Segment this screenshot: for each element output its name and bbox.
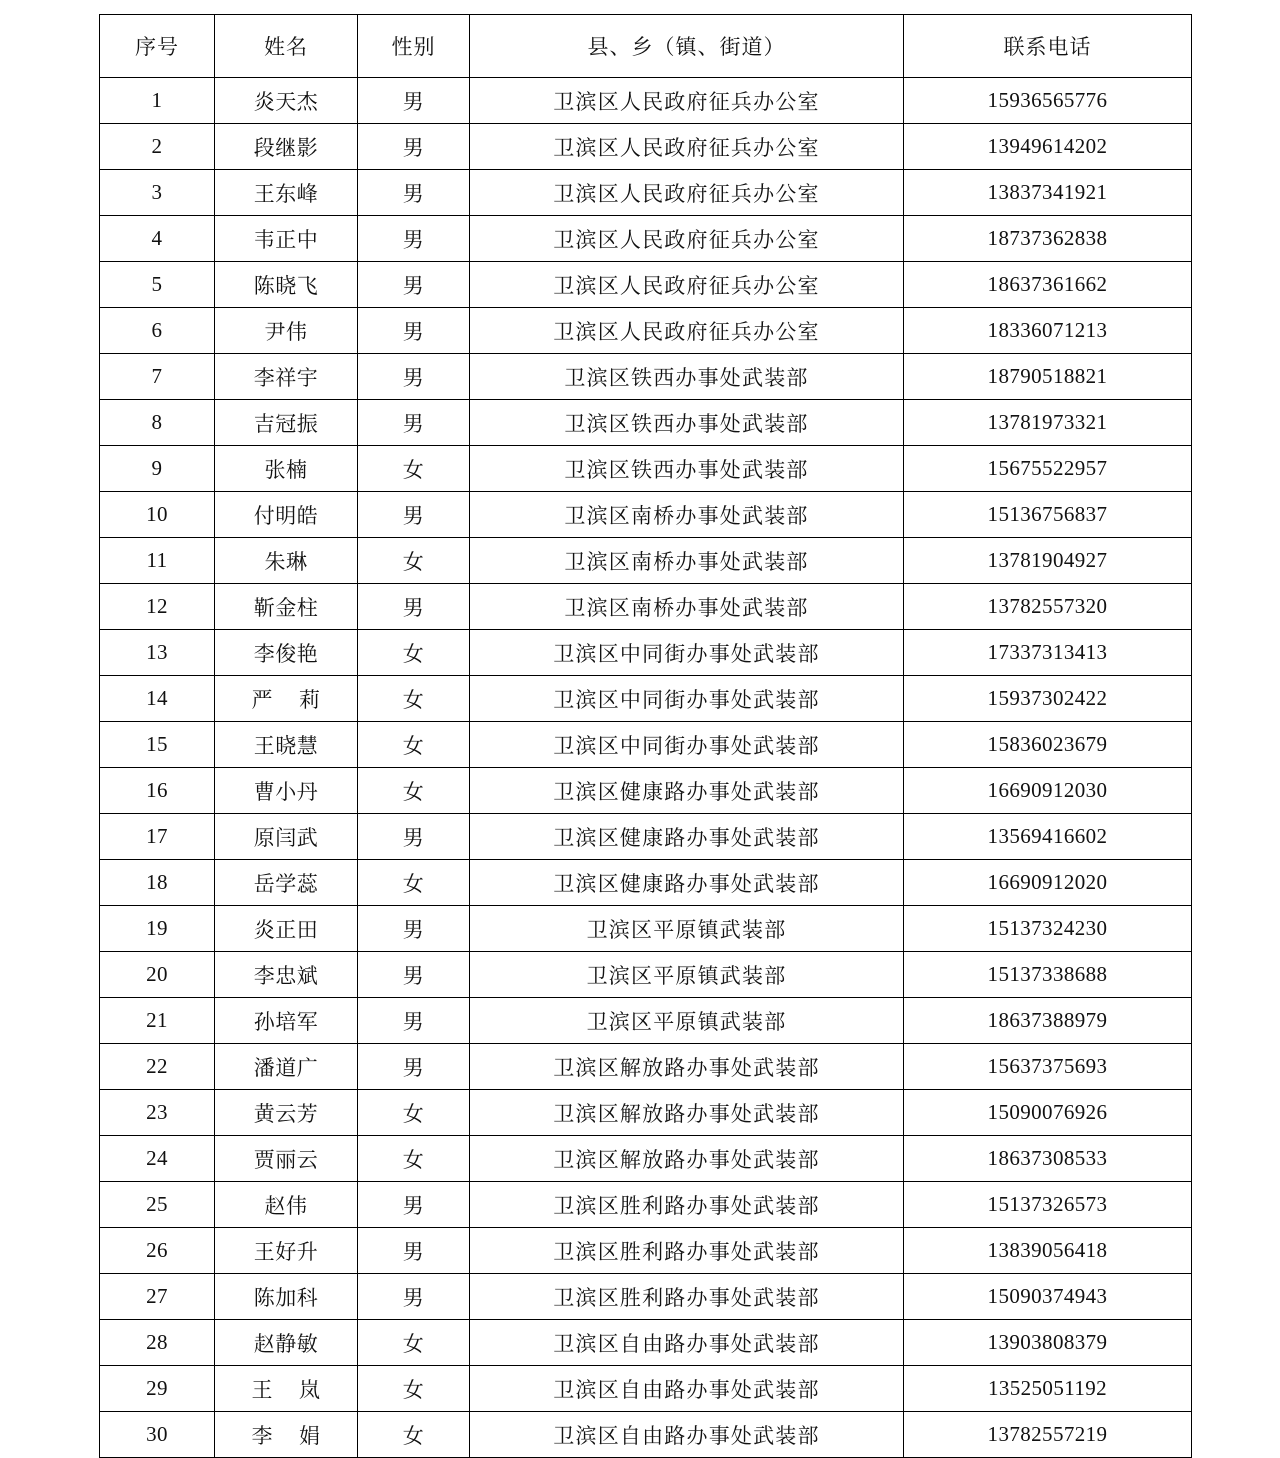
row-cell-phone: 15137326573: [904, 1182, 1192, 1228]
row-cell-seq: 11: [100, 538, 215, 584]
row-cell-org: 卫滨区健康路办事处武装部: [470, 768, 904, 814]
row-cell-name: 贾丽云: [215, 1136, 358, 1182]
column-header-name: 姓名: [215, 15, 358, 78]
row-cell-org: 卫滨区铁西办事处武装部: [470, 354, 904, 400]
table-row: [100, 676, 1192, 722]
row-cell-seq: 4: [100, 216, 215, 262]
row-cell-org: 卫滨区平原镇武装部: [470, 998, 904, 1044]
row-cell-phone: 13949614202: [904, 124, 1192, 170]
row-cell-name: 王 岚: [215, 1366, 358, 1412]
row-cell-seq: 24: [100, 1136, 215, 1182]
row-cell-org: 卫滨区中同街办事处武装部: [470, 676, 904, 722]
row-cell-phone: 13839056418: [904, 1228, 1192, 1274]
row-cell-phone: 15836023679: [904, 722, 1192, 768]
row-cell-sex: 男: [358, 998, 470, 1044]
row-cell-sex: 女: [358, 446, 470, 492]
row-cell-seq: 9: [100, 446, 215, 492]
row-cell-seq: 29: [100, 1366, 215, 1412]
row-cell-seq: 13: [100, 630, 215, 676]
row-cell-sex: 男: [358, 814, 470, 860]
table-row: [100, 308, 1192, 354]
row-cell-sex: 女: [358, 1090, 470, 1136]
row-cell-phone: 13837341921: [904, 170, 1192, 216]
row-cell-sex: 男: [358, 1228, 470, 1274]
row-cell-sex: 男: [358, 400, 470, 446]
row-cell-org: 卫滨区平原镇武装部: [470, 906, 904, 952]
row-cell-name: 朱琳: [215, 538, 358, 584]
row-cell-sex: 男: [358, 906, 470, 952]
row-cell-org: 卫滨区中同街办事处武装部: [470, 722, 904, 768]
row-cell-org: 卫滨区人民政府征兵办公室: [470, 262, 904, 308]
row-cell-seq: 10: [100, 492, 215, 538]
row-cell-phone: 13781904927: [904, 538, 1192, 584]
column-header-org: 县、乡（镇、街道）: [470, 15, 904, 78]
row-cell-sex: 女: [358, 538, 470, 584]
row-cell-name: 孙培军: [215, 998, 358, 1044]
row-cell-phone: 13525051192: [904, 1366, 1192, 1412]
table-row: [100, 814, 1192, 860]
row-cell-phone: 15937302422: [904, 676, 1192, 722]
row-cell-org: 卫滨区铁西办事处武装部: [470, 446, 904, 492]
row-cell-seq: 6: [100, 308, 215, 354]
row-cell-sex: 女: [358, 1366, 470, 1412]
row-cell-phone: 13782557320: [904, 584, 1192, 630]
row-cell-org: 卫滨区南桥办事处武装部: [470, 584, 904, 630]
row-cell-name: 李 娟: [215, 1412, 358, 1458]
row-cell-name: 曹小丹: [215, 768, 358, 814]
table-row: [100, 78, 1192, 124]
table-row: [100, 1090, 1192, 1136]
row-cell-seq: 16: [100, 768, 215, 814]
table-row: [100, 998, 1192, 1044]
row-cell-phone: 18336071213: [904, 308, 1192, 354]
row-cell-sex: 女: [358, 1412, 470, 1458]
table-row: [100, 1044, 1192, 1090]
row-cell-sex: 男: [358, 1182, 470, 1228]
row-cell-phone: 15136756837: [904, 492, 1192, 538]
row-cell-name: 王好升: [215, 1228, 358, 1274]
row-cell-sex: 女: [358, 630, 470, 676]
row-cell-sex: 男: [358, 952, 470, 998]
table-row: [100, 860, 1192, 906]
table-row: [100, 492, 1192, 538]
row-cell-seq: 14: [100, 676, 215, 722]
row-cell-name: 韦正中: [215, 216, 358, 262]
row-cell-org: 卫滨区胜利路办事处武装部: [470, 1182, 904, 1228]
row-cell-org: 卫滨区中同街办事处武装部: [470, 630, 904, 676]
row-cell-name: 炎天杰: [215, 78, 358, 124]
row-cell-seq: 28: [100, 1320, 215, 1366]
row-cell-seq: 17: [100, 814, 215, 860]
column-header-sex: 性别: [358, 15, 470, 78]
row-cell-org: 卫滨区人民政府征兵办公室: [470, 78, 904, 124]
row-cell-seq: 25: [100, 1182, 215, 1228]
table-row: [100, 584, 1192, 630]
row-cell-org: 卫滨区胜利路办事处武装部: [470, 1228, 904, 1274]
table-row: [100, 262, 1192, 308]
row-cell-phone: 13781973321: [904, 400, 1192, 446]
table-row: [100, 952, 1192, 998]
table-body: [100, 78, 1192, 1458]
roster-table-container: [99, 14, 1191, 1458]
row-cell-org: 卫滨区解放路办事处武装部: [470, 1090, 904, 1136]
row-cell-sex: 女: [358, 860, 470, 906]
table-row: [100, 1228, 1192, 1274]
row-cell-phone: 15090076926: [904, 1090, 1192, 1136]
row-cell-org: 卫滨区自由路办事处武装部: [470, 1366, 904, 1412]
table-row: [100, 1320, 1192, 1366]
row-cell-sex: 男: [358, 78, 470, 124]
column-header-seq: 序号: [100, 15, 215, 78]
row-cell-name: 李俊艳: [215, 630, 358, 676]
row-cell-seq: 30: [100, 1412, 215, 1458]
row-cell-seq: 8: [100, 400, 215, 446]
column-header-phone: 联系电话: [904, 15, 1192, 78]
row-cell-phone: 16690912030: [904, 768, 1192, 814]
row-cell-sex: 男: [358, 262, 470, 308]
row-cell-seq: 12: [100, 584, 215, 630]
table-row: [100, 1136, 1192, 1182]
table-header-row: [100, 15, 1192, 78]
row-cell-phone: 15936565776: [904, 78, 1192, 124]
row-cell-seq: 22: [100, 1044, 215, 1090]
row-cell-phone: 16690912020: [904, 860, 1192, 906]
row-cell-seq: 27: [100, 1274, 215, 1320]
row-cell-org: 卫滨区解放路办事处武装部: [470, 1044, 904, 1090]
row-cell-sex: 男: [358, 1044, 470, 1090]
row-cell-phone: 15137338688: [904, 952, 1192, 998]
row-cell-sex: 男: [358, 308, 470, 354]
row-cell-sex: 女: [358, 768, 470, 814]
row-cell-sex: 男: [358, 584, 470, 630]
row-cell-sex: 男: [358, 124, 470, 170]
table-row: [100, 906, 1192, 952]
row-cell-name: 原闫武: [215, 814, 358, 860]
row-cell-seq: 3: [100, 170, 215, 216]
row-cell-sex: 女: [358, 676, 470, 722]
row-cell-name: 付明皓: [215, 492, 358, 538]
row-cell-sex: 男: [358, 1274, 470, 1320]
table-row: [100, 400, 1192, 446]
row-cell-sex: 男: [358, 216, 470, 262]
roster-table: [99, 14, 1192, 1458]
table-header: [100, 15, 1192, 78]
row-cell-name: 吉冠振: [215, 400, 358, 446]
row-cell-seq: 18: [100, 860, 215, 906]
row-cell-org: 卫滨区人民政府征兵办公室: [470, 170, 904, 216]
row-cell-seq: 7: [100, 354, 215, 400]
table-row: [100, 354, 1192, 400]
table-row: [100, 1182, 1192, 1228]
row-cell-org: 卫滨区人民政府征兵办公室: [470, 308, 904, 354]
row-cell-org: 卫滨区自由路办事处武装部: [470, 1320, 904, 1366]
row-cell-org: 卫滨区解放路办事处武装部: [470, 1136, 904, 1182]
row-cell-org: 卫滨区南桥办事处武装部: [470, 538, 904, 584]
table-row: [100, 722, 1192, 768]
row-cell-name: 李祥宇: [215, 354, 358, 400]
row-cell-phone: 18637388979: [904, 998, 1192, 1044]
row-cell-phone: 15637375693: [904, 1044, 1192, 1090]
row-cell-phone: 15137324230: [904, 906, 1192, 952]
table-row: [100, 1274, 1192, 1320]
table-row: [100, 216, 1192, 262]
row-cell-org: 卫滨区健康路办事处武装部: [470, 814, 904, 860]
table-row: [100, 538, 1192, 584]
row-cell-name: 陈加科: [215, 1274, 358, 1320]
row-cell-name: 王东峰: [215, 170, 358, 216]
row-cell-seq: 5: [100, 262, 215, 308]
row-cell-phone: 13569416602: [904, 814, 1192, 860]
row-cell-name: 靳金柱: [215, 584, 358, 630]
table-row: [100, 768, 1192, 814]
row-cell-seq: 1: [100, 78, 215, 124]
row-cell-org: 卫滨区南桥办事处武装部: [470, 492, 904, 538]
row-cell-sex: 女: [358, 1136, 470, 1182]
row-cell-org: 卫滨区人民政府征兵办公室: [470, 124, 904, 170]
row-cell-seq: 19: [100, 906, 215, 952]
table-row: [100, 1366, 1192, 1412]
row-cell-sex: 女: [358, 1320, 470, 1366]
row-cell-phone: 13782557219: [904, 1412, 1192, 1458]
table-row: [100, 124, 1192, 170]
row-cell-name: 严 莉: [215, 676, 358, 722]
row-cell-org: 卫滨区健康路办事处武装部: [470, 860, 904, 906]
row-cell-name: 潘道广: [215, 1044, 358, 1090]
row-cell-name: 黄云芳: [215, 1090, 358, 1136]
row-cell-phone: 15090374943: [904, 1274, 1192, 1320]
row-cell-name: 李忠斌: [215, 952, 358, 998]
row-cell-name: 赵伟: [215, 1182, 358, 1228]
row-cell-org: 卫滨区铁西办事处武装部: [470, 400, 904, 446]
row-cell-org: 卫滨区平原镇武装部: [470, 952, 904, 998]
row-cell-name: 段继影: [215, 124, 358, 170]
table-row: [100, 1412, 1192, 1458]
row-cell-phone: 18790518821: [904, 354, 1192, 400]
row-cell-seq: 2: [100, 124, 215, 170]
row-cell-org: 卫滨区胜利路办事处武装部: [470, 1274, 904, 1320]
row-cell-name: 张楠: [215, 446, 358, 492]
row-cell-phone: 18637361662: [904, 262, 1192, 308]
row-cell-seq: 23: [100, 1090, 215, 1136]
row-cell-org: 卫滨区人民政府征兵办公室: [470, 216, 904, 262]
row-cell-phone: 18737362838: [904, 216, 1192, 262]
row-cell-sex: 男: [358, 170, 470, 216]
row-cell-seq: 20: [100, 952, 215, 998]
row-cell-org: 卫滨区自由路办事处武装部: [470, 1412, 904, 1458]
row-cell-sex: 男: [358, 492, 470, 538]
row-cell-seq: 15: [100, 722, 215, 768]
row-cell-name: 尹伟: [215, 308, 358, 354]
row-cell-name: 岳学蕊: [215, 860, 358, 906]
row-cell-name: 陈晓飞: [215, 262, 358, 308]
row-cell-name: 赵静敏: [215, 1320, 358, 1366]
row-cell-seq: 26: [100, 1228, 215, 1274]
row-cell-phone: 13903808379: [904, 1320, 1192, 1366]
row-cell-name: 炎正田: [215, 906, 358, 952]
table-row: [100, 170, 1192, 216]
row-cell-sex: 男: [358, 354, 470, 400]
row-cell-sex: 女: [358, 722, 470, 768]
table-row: [100, 446, 1192, 492]
row-cell-name: 王晓慧: [215, 722, 358, 768]
row-cell-phone: 18637308533: [904, 1136, 1192, 1182]
table-row: [100, 630, 1192, 676]
row-cell-phone: 15675522957: [904, 446, 1192, 492]
row-cell-phone: 17337313413: [904, 630, 1192, 676]
row-cell-seq: 21: [100, 998, 215, 1044]
